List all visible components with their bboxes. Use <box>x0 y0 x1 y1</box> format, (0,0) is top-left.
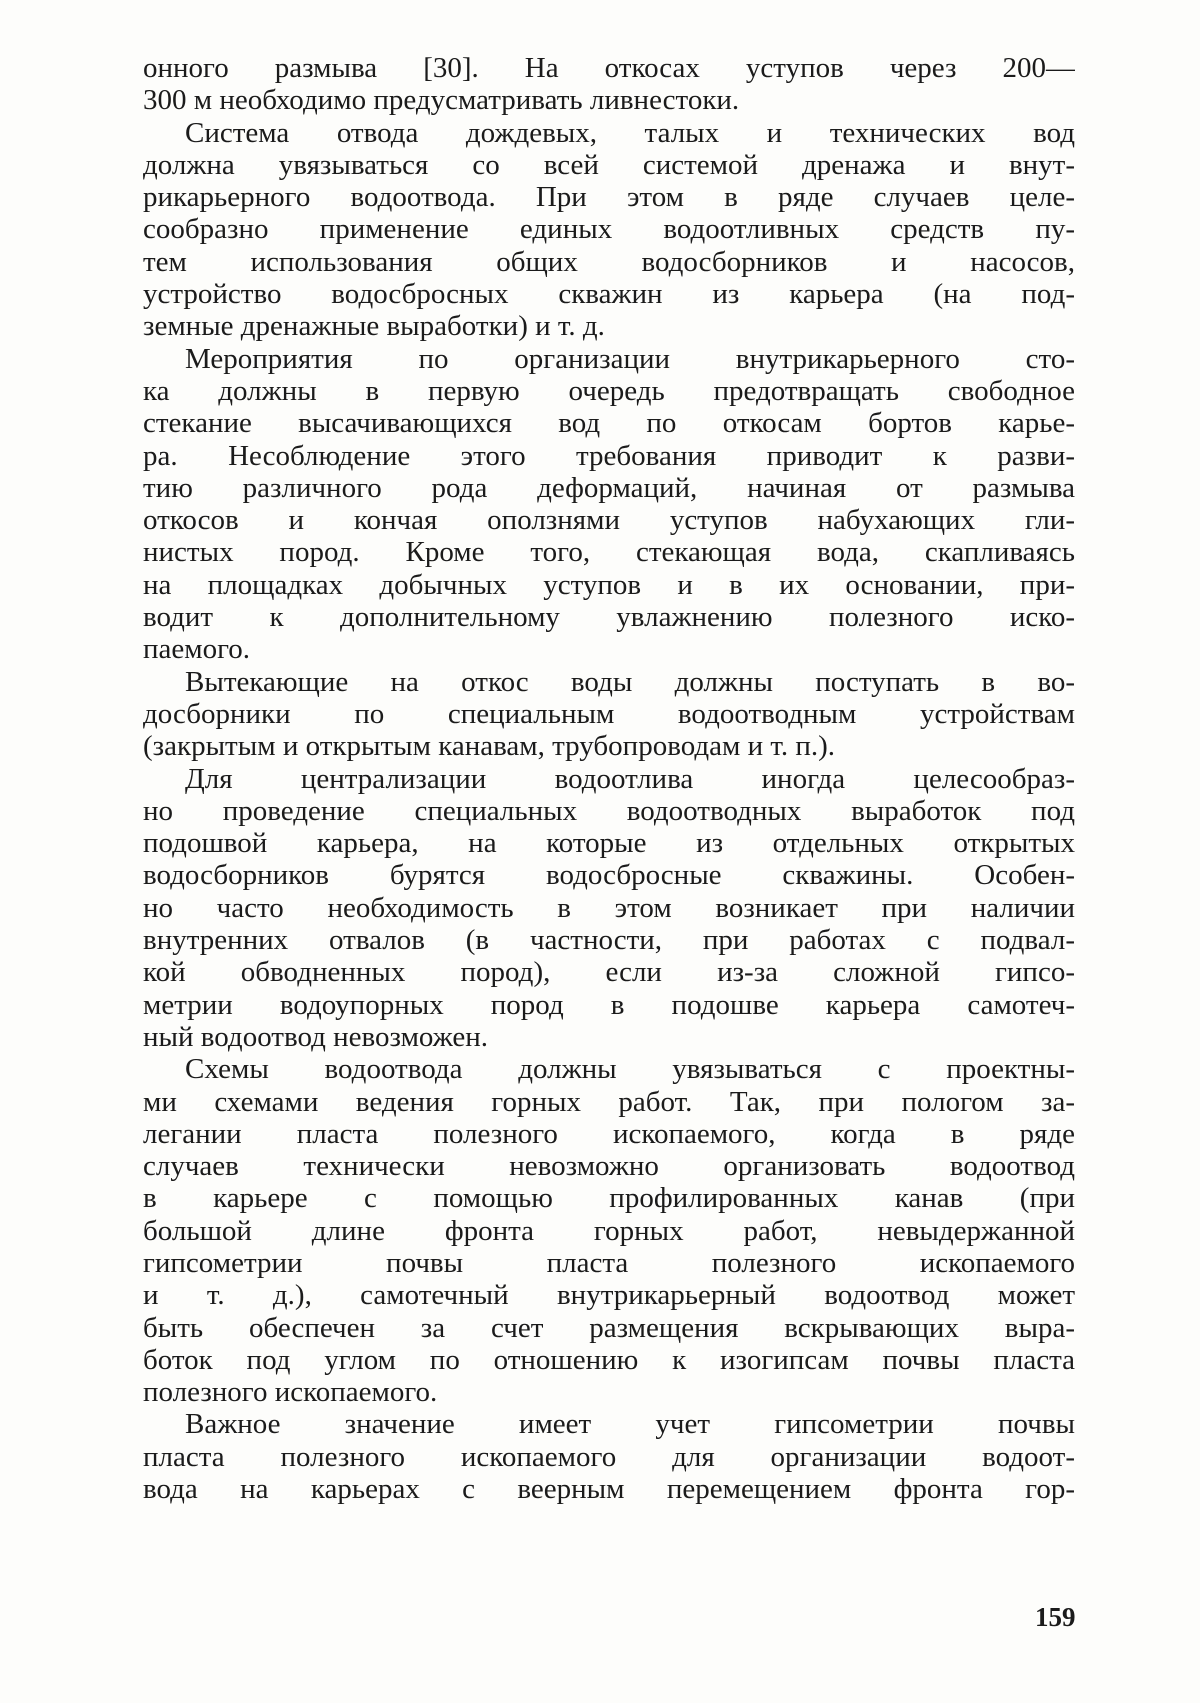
text-line: ми схемами ведения горных работ. Так, при пологом за- <box>143 1085 1075 1118</box>
paragraph-4 <box>143 666 1075 763</box>
text-line: паемого. <box>143 633 251 666</box>
text-line: онного размыва [30]. На откосах уступов через 200— <box>143 52 1075 84</box>
text-line: должна увязываться со всей системой дренажа и внут- <box>143 148 1075 181</box>
text-line: случаев технически невозможно организовать водоотвод <box>143 1150 1075 1183</box>
text-line: земные дренажные выработки) и т. д. <box>143 310 605 343</box>
text-line: Вытекающие на откос воды должны поступать в во- <box>185 665 1075 698</box>
text-line: метрии водоупорных пород в подошве карьера самотеч- <box>143 988 1075 1021</box>
text-line: но часто необходимость в этом возникает при наличии <box>143 891 1075 924</box>
text-line: на площадках добычных уступов и в их основании, при- <box>143 568 1075 601</box>
text-line: Важное значение имеет учет гипсометрии почвы <box>185 1408 1075 1441</box>
text-line: и т. д.), самотечный внутрикарьерный водоотвод может <box>143 1279 1075 1312</box>
text-line: водосборников бурятся водосбросные скважины. Особен- <box>143 859 1075 892</box>
text-line: ра. Несоблюдение этого требования приводит к разви- <box>143 439 1075 472</box>
text-line: тем использования общих водосборников и насосов, <box>143 245 1075 278</box>
text-line: пласта полезного ископаемого для организации водоот- <box>143 1440 1075 1473</box>
text-line: но проведение специальных водоотводных выработок под <box>143 794 1075 827</box>
paragraph-6 <box>143 1053 1075 1408</box>
text-line: подошвой карьера, на которые из отдельных открытых <box>143 827 1075 860</box>
text-line: 300 м необходимо предусматривать ливнестоки. <box>143 84 740 117</box>
text-line: сообразно применение единых водоотливных средств пу- <box>143 213 1075 246</box>
paragraph-7 <box>143 1408 1075 1505</box>
text-line: большой длине фронта горных работ, невыдержанной <box>143 1214 1075 1247</box>
text-line: внутренних отвалов (в частности, при работах с подвал- <box>143 924 1075 957</box>
text-line: полезного ископаемого. <box>143 1376 438 1409</box>
text-line: досборники по специальным водоотводным устройствам <box>143 697 1075 730</box>
text-line: тию различного рода деформаций, начиная от размыва <box>143 471 1075 504</box>
text-line: (закрытым и открытым канавам, трубопроводам и т. п.). <box>143 730 836 763</box>
text-line: Мероприятия по организации внутрикарьерного сто- <box>185 342 1075 375</box>
paragraph-3 <box>143 343 1075 666</box>
text-line: быть обеспечен за счет размещения вскрывающих выра- <box>143 1311 1075 1344</box>
text-line: вода на карьерах с веерным перемещением фронта гор- <box>143 1473 1075 1506</box>
text-line: стекание высачивающихся вод по откосам бортов карье- <box>143 407 1075 440</box>
paragraph-1 <box>143 52 1075 117</box>
text-line: ка должны в первую очередь предотвращать свободное <box>143 374 1075 407</box>
paragraph-2 <box>143 117 1075 343</box>
text-line: ный водоотвод невозможен. <box>143 1020 488 1053</box>
text-line: Схемы водоотвода должны увязываться с проектны- <box>185 1053 1075 1086</box>
text-line: устройство водосбросных скважин из карьера (на под- <box>143 278 1075 311</box>
text-line: рикарьерного водоотвода. При этом в ряде случаев целе- <box>143 181 1075 214</box>
text-line: откосов и кончая оползнями уступов набухающих гли- <box>143 504 1075 537</box>
text-line: кой обводненных пород), если из-за сложной гипсо- <box>143 956 1075 989</box>
text-line: боток под углом по отношению к изогипсам почвы пласта <box>143 1343 1075 1376</box>
text-line: гипсометрии почвы пласта полезного ископаемого <box>143 1246 1075 1279</box>
page-number: 159 <box>1035 1602 1076 1632</box>
text-line: Система отвода дождевых, талых и технических вод <box>185 116 1075 149</box>
text-line: нистых пород. Кроме того, стекающая вода, скапливаясь <box>143 536 1075 569</box>
text-line: легании пласта полезного ископаемого, когда в ряде <box>143 1117 1075 1150</box>
text-line: в карьере с помощью профилированных канав (при <box>143 1182 1075 1215</box>
body-text <box>143 52 1075 1505</box>
text-line: водит к дополнительному увлажнению полезного иско- <box>143 601 1075 634</box>
text-line: Для централизации водоотлива иногда целесообраз- <box>185 762 1075 795</box>
paragraph-5 <box>143 763 1075 1054</box>
